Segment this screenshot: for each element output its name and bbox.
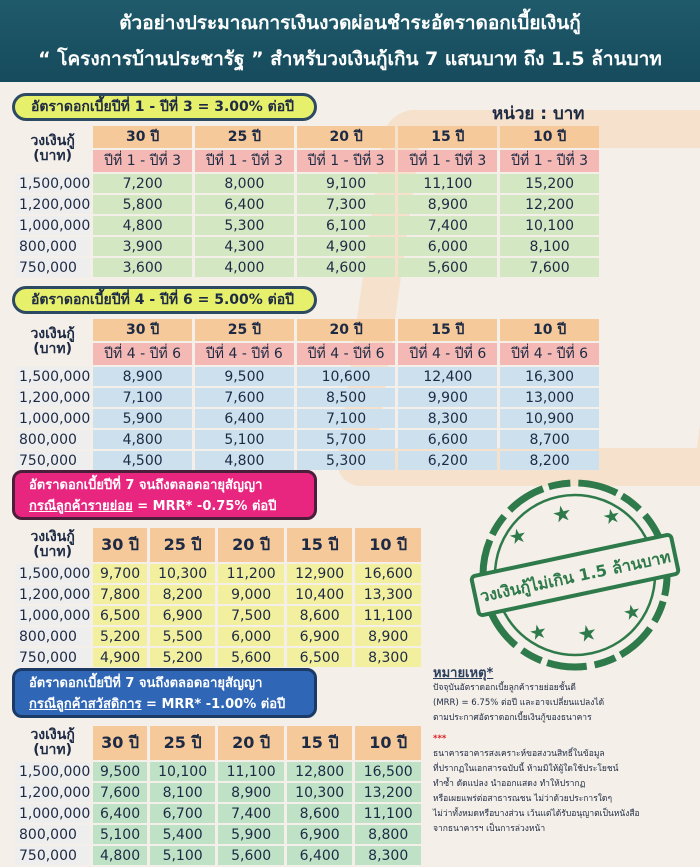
period-header: ปีที่ 1 - ปีที่ 3	[500, 150, 599, 172]
loan-amount: 800,000	[15, 237, 90, 256]
period-header: ปีที่ 1 - ปีที่ 3	[398, 150, 497, 172]
payment-cell: 6,100	[297, 216, 396, 235]
disclaimer-line: ที่ปรากฏในเอกสารฉบับนี้ ห้ามมิให้ผู้ใดใช้ประโยชน์	[433, 764, 619, 774]
payment-cell: 7,400	[398, 216, 497, 235]
payment-cell: 7,800	[93, 585, 147, 604]
payment-cell: 7,600	[93, 783, 147, 802]
payment-cell: 9,500	[93, 762, 147, 781]
payment-cell: 15,200	[500, 174, 599, 193]
section4-customer-type: กรณีลูกค้าสวัสดิการ	[29, 697, 142, 712]
payment-cell: 4,000	[195, 258, 294, 277]
payment-cell: 16,300	[500, 367, 599, 386]
year-header: 20 ปี	[297, 319, 396, 341]
table-row	[15, 585, 421, 604]
payment-cell: 6,600	[398, 430, 497, 449]
loan-amount: 750,000	[15, 846, 90, 865]
payment-cell: 4,300	[195, 237, 294, 256]
payment-cell: 8,000	[195, 174, 294, 193]
payment-cell: 5,400	[150, 825, 216, 844]
payment-cell: 5,100	[195, 430, 294, 449]
loan-amount: 1,000,000	[15, 804, 90, 823]
payment-cell: 8,100	[500, 237, 599, 256]
year-header: 25 ปี	[195, 319, 294, 341]
payment-cell: 8,700	[500, 430, 599, 449]
table-row	[15, 258, 599, 277]
table-row	[15, 762, 421, 781]
period-header: ปีที่ 1 - ปีที่ 3	[297, 150, 396, 172]
payment-cell: 16,600	[355, 564, 421, 583]
disclaimer-line: ไม่ว่าทั้งหมดหรือบางส่วน เว้นแต่ได้รับอนุญาตเป็นหนังสือ	[433, 809, 640, 819]
year-header: 20 ปี	[218, 528, 284, 562]
payment-cell: 7,600	[195, 388, 294, 407]
payment-cell: 10,300	[287, 783, 353, 802]
loan-label: วงเงินกู้ (บาท)	[30, 326, 75, 357]
payment-cell: 9,700	[93, 564, 147, 583]
notes-line: ตามประกาศอัตราดอกเบี้ยเงินกู้ของธนาคาร	[433, 713, 592, 723]
payment-cell: 5,500	[150, 627, 216, 646]
notes-title: หมายเหตุ*	[433, 666, 494, 681]
payment-cell: 7,200	[93, 174, 192, 193]
star-icon: ★	[600, 502, 623, 530]
payment-cell: 7,400	[218, 804, 284, 823]
payment-cell: 9,100	[297, 174, 396, 193]
payment-cell: 8,300	[355, 846, 421, 865]
table-row	[15, 825, 421, 844]
payment-cell: 8,300	[398, 409, 497, 428]
payment-cell: 6,500	[287, 648, 353, 667]
payment-cell: 5,600	[218, 846, 284, 865]
payment-cell: 12,400	[398, 367, 497, 386]
payment-cell: 7,600	[500, 258, 599, 277]
loan-label: วงเงินกู้ (บาท)	[30, 529, 75, 560]
loan-label: วงเงินกู้ (บาท)	[30, 727, 75, 758]
payment-cell: 3,900	[93, 237, 192, 256]
year-header: 15 ปี	[287, 726, 353, 760]
payment-cell: 7,500	[218, 606, 284, 625]
payment-cell: 7,100	[297, 409, 396, 428]
year-header: 30 ปี	[93, 528, 147, 562]
payment-cell: 8,800	[355, 825, 421, 844]
star-icon: ★	[620, 598, 644, 626]
payment-cell: 12,900	[287, 564, 353, 583]
payment-cell: 6,400	[195, 409, 294, 428]
section4-table	[12, 724, 424, 867]
table-row	[15, 237, 599, 256]
payment-cell: 5,700	[297, 430, 396, 449]
stamp-text: วงเงินกู้ไม่เกิน 1.5 ล้านบาท	[478, 546, 673, 606]
payment-cell: 11,100	[398, 174, 497, 193]
table-row	[15, 388, 599, 407]
star-icon: ★	[549, 500, 575, 530]
payment-cell: 8,600	[287, 606, 353, 625]
notes-line: (MRR) = 6.75% ต่อปี และอาจเปลี่ยนแปลงได้	[433, 698, 605, 708]
payment-cell: 10,400	[287, 585, 353, 604]
payment-cell: 10,300	[150, 564, 216, 583]
payment-cell: 11,100	[355, 804, 421, 823]
unit-label: หน่วย : บาท	[492, 104, 585, 124]
payment-cell: 10,100	[500, 216, 599, 235]
section4-rate: = MRR* -1.00% ต่อปี	[141, 697, 286, 712]
payment-cell: 6,900	[287, 627, 353, 646]
table-row	[15, 367, 599, 386]
payment-cell: 16,500	[355, 762, 421, 781]
year-header: 30 ปี	[93, 319, 192, 341]
loan-amount: 1,000,000	[15, 606, 90, 625]
section3-rate: = MRR* -0.75% ต่อปี	[132, 499, 277, 514]
payment-cell: 11,200	[218, 564, 284, 583]
year-header: 15 ปี	[398, 126, 497, 148]
loan-amount: 750,000	[15, 648, 90, 667]
year-header: 30 ปี	[93, 726, 147, 760]
payment-cell: 12,200	[500, 195, 599, 214]
payment-cell: 4,800	[93, 216, 192, 235]
section4-title-line1: อัตราดอกเบี้ยปีที่ 7 จนถึงตลอดอายุสัญญา	[29, 676, 263, 691]
table-row	[15, 451, 599, 470]
table-row	[15, 606, 421, 625]
table-row	[15, 195, 599, 214]
payment-cell: 6,400	[195, 195, 294, 214]
disclaimer-line: ทำซ้ำ ดัดแปลง นำออกแสดง ทำให้ปรากฏ	[433, 779, 586, 789]
table-row	[15, 648, 421, 667]
payment-cell: 6,700	[150, 804, 216, 823]
section1-table	[12, 124, 602, 279]
payment-cell: 5,100	[150, 846, 216, 865]
payment-cell: 8,900	[398, 195, 497, 214]
payment-cell: 4,900	[93, 648, 147, 667]
loan-amount: 1,200,000	[15, 195, 90, 214]
loan-amount: 800,000	[15, 430, 90, 449]
loan-amount: 800,000	[15, 627, 90, 646]
payment-cell: 9,000	[218, 585, 284, 604]
year-header: 25 ปี	[150, 726, 216, 760]
period-header: ปีที่ 4 - ปีที่ 6	[500, 343, 599, 365]
payment-cell: 5,200	[150, 648, 216, 667]
header-banner	[0, 0, 700, 82]
section2-table	[12, 317, 602, 472]
payment-cell: 13,300	[355, 585, 421, 604]
year-header: 25 ปี	[195, 126, 294, 148]
section3-title	[12, 470, 317, 520]
payment-cell: 11,100	[355, 606, 421, 625]
payment-cell: 3,600	[93, 258, 192, 277]
payment-cell: 10,600	[297, 367, 396, 386]
notes-block	[433, 666, 695, 837]
section3-table	[12, 526, 424, 669]
section4-title	[12, 668, 317, 718]
payment-cell: 5,800	[93, 195, 192, 214]
table-row	[15, 409, 599, 428]
loan-amount: 1,500,000	[15, 174, 90, 193]
year-header: 20 ปี	[218, 726, 284, 760]
payment-cell: 7,100	[93, 388, 192, 407]
loan-amount: 1,500,000	[15, 367, 90, 386]
period-header: ปีที่ 4 - ปีที่ 6	[93, 343, 192, 365]
loan-label: วงเงินกู้ (บาท)	[30, 133, 75, 164]
table-row	[15, 216, 599, 235]
payment-cell: 8,200	[150, 585, 216, 604]
payment-cell: 4,900	[297, 237, 396, 256]
payment-cell: 13,200	[355, 783, 421, 802]
payment-cell: 8,200	[500, 451, 599, 470]
year-header: 25 ปี	[150, 528, 216, 562]
year-header: 10 ปี	[355, 528, 421, 562]
payment-cell: 13,000	[500, 388, 599, 407]
table-row	[15, 846, 421, 865]
table-row	[15, 804, 421, 823]
year-header: 10 ปี	[355, 726, 421, 760]
year-header: 30 ปี	[93, 126, 192, 148]
disclaimer-line: ธนาคารอาคารสงเคราะห์ขอสงวนสิทธิ์ในข้อมูล	[433, 749, 605, 759]
table-row	[15, 627, 421, 646]
payment-cell: 8,900	[93, 367, 192, 386]
payment-cell: 8,900	[218, 783, 284, 802]
payment-cell: 6,000	[218, 627, 284, 646]
loan-amount: 750,000	[15, 451, 90, 470]
table-row	[15, 783, 421, 802]
year-header: 20 ปี	[297, 126, 396, 148]
payment-cell: 10,900	[500, 409, 599, 428]
payment-cell: 8,300	[355, 648, 421, 667]
table-row	[15, 564, 421, 583]
payment-cell: 5,200	[93, 627, 147, 646]
period-header: ปีที่ 4 - ปีที่ 6	[398, 343, 497, 365]
loan-amount: 750,000	[15, 258, 90, 277]
payment-cell: 10,100	[150, 762, 216, 781]
payment-cell: 6,200	[398, 451, 497, 470]
loan-amount: 1,500,000	[15, 762, 90, 781]
payment-cell: 4,800	[195, 451, 294, 470]
loan-amount: 1,200,000	[15, 585, 90, 604]
payment-cell: 6,400	[93, 804, 147, 823]
payment-cell: 6,000	[398, 237, 497, 256]
payment-cell: 5,100	[93, 825, 147, 844]
table-row	[15, 174, 599, 193]
payment-cell: 8,900	[355, 627, 421, 646]
disclaimer-marker: ***	[433, 734, 447, 744]
payment-cell: 5,300	[195, 216, 294, 235]
notes-line: ปัจจุบันอัตราดอกเบี้ยลูกค้ารายย่อยชั้นดี	[433, 683, 576, 693]
payment-cell: 6,500	[93, 606, 147, 625]
header-title: ตัวอย่างประมาณการเงินงวดผ่อนชำระอัตราดอกเบี้ยเงินกู้	[119, 12, 581, 34]
loan-amount: 1,000,000	[15, 409, 90, 428]
disclaimer	[433, 732, 695, 837]
payment-cell: 8,600	[287, 804, 353, 823]
period-header: ปีที่ 1 - ปีที่ 3	[93, 150, 192, 172]
payment-cell: 5,600	[398, 258, 497, 277]
disclaimer-line: หรือเผยแพร่ต่อสาธารณชน ไม่ว่าด้วยประการใดๆ	[433, 794, 613, 804]
payment-cell: 4,500	[93, 451, 192, 470]
payment-cell: 4,800	[93, 430, 192, 449]
loan-amount: 800,000	[15, 825, 90, 844]
year-header: 15 ปี	[287, 528, 353, 562]
payment-cell: 5,600	[218, 648, 284, 667]
payment-cell: 12,800	[287, 762, 353, 781]
star-icon: ★	[526, 618, 550, 646]
payment-cell: 5,900	[218, 825, 284, 844]
disclaimer-line: จากธนาคารฯ เป็นการล่วงหน้า	[433, 824, 546, 834]
payment-cell: 7,300	[297, 195, 396, 214]
payment-cell: 5,900	[93, 409, 192, 428]
section3-customer-type: กรณีลูกค้ารายย่อย	[29, 499, 133, 514]
star-icon: ★	[506, 522, 529, 550]
payment-cell: 4,600	[297, 258, 396, 277]
payment-cell: 4,800	[93, 846, 147, 865]
table-row	[15, 430, 599, 449]
loan-amount: 1,200,000	[15, 388, 90, 407]
payment-cell: 8,100	[150, 783, 216, 802]
loan-amount: 1,000,000	[15, 216, 90, 235]
section2-title: อัตราดอกเบี้ยปีที่ 4 - ปีที่ 6 = 5.00% ต่อปี	[12, 286, 317, 314]
payment-cell: 11,100	[218, 762, 284, 781]
stamp-badge	[455, 470, 695, 680]
payment-cell: 6,900	[287, 825, 353, 844]
payment-cell: 8,500	[297, 388, 396, 407]
loan-amount: 1,500,000	[15, 564, 90, 583]
period-header: ปีที่ 1 - ปีที่ 3	[195, 150, 294, 172]
section3-title-line1: อัตราดอกเบี้ยปีที่ 7 จนถึงตลอดอายุสัญญา	[29, 478, 263, 493]
header-subtitle: “ โครงการบ้านประชารัฐ ” สำหรับวงเงินกู้เกิน 7 แสนบาท ถึง 1.5 ล้านบาท	[38, 48, 662, 70]
payment-cell: 5,300	[297, 451, 396, 470]
period-header: ปีที่ 4 - ปีที่ 6	[195, 343, 294, 365]
payment-cell: 6,400	[287, 846, 353, 865]
payment-cell: 6,900	[150, 606, 216, 625]
year-header: 10 ปี	[500, 319, 599, 341]
payment-cell: 9,500	[195, 367, 294, 386]
loan-amount: 1,200,000	[15, 783, 90, 802]
section1-title: อัตราดอกเบี้ยปีที่ 1 - ปีที่ 3 = 3.00% ต่อปี	[12, 93, 317, 121]
payment-cell: 9,900	[398, 388, 497, 407]
star-icon: ★	[575, 619, 600, 649]
period-header: ปีที่ 4 - ปีที่ 6	[297, 343, 396, 365]
year-header: 15 ปี	[398, 319, 497, 341]
year-header: 10 ปี	[500, 126, 599, 148]
